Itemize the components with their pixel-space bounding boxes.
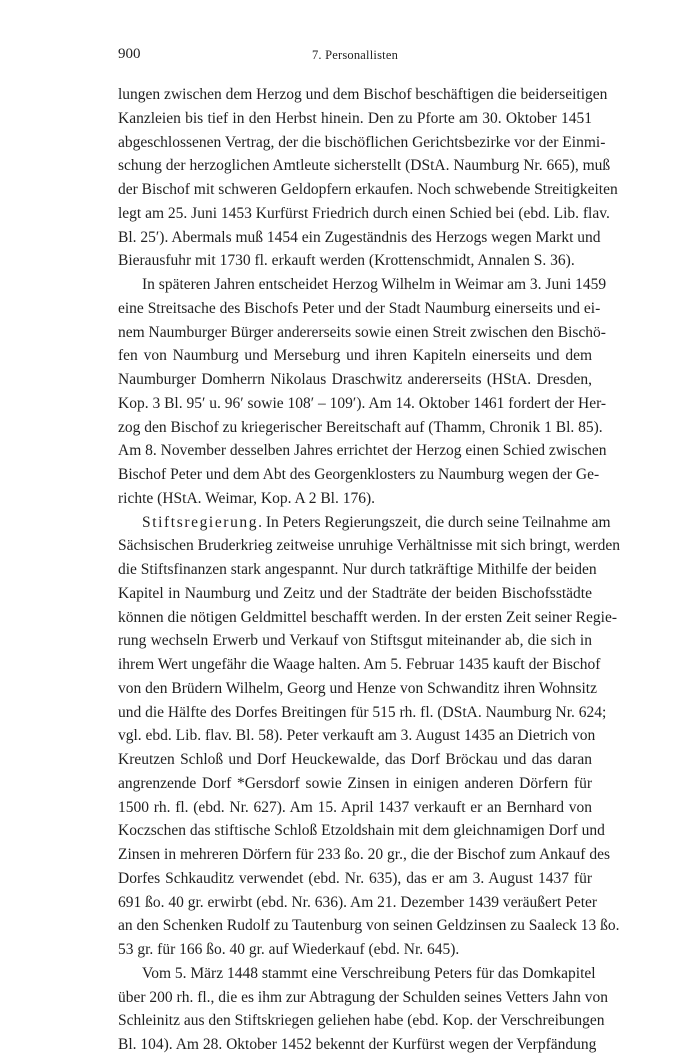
text-line: Bierausfuhr mit 1730 fl. erkauft werden (Krottenschmidt, Annalen S. 36). — [118, 252, 575, 270]
section-heading-stiftsregierung: Stiftsregierung — [142, 513, 259, 531]
text-line: abgeschlossenen Vertrag, der die bischöflichen Gerichtsbezirke vor der Einmi- — [118, 133, 606, 151]
text-line: fen von Naumburg und Merseburg und ihren Kapiteln einerseits und dem — [118, 347, 592, 365]
text-line: zog den Bischof zu kriegerischer Bereitschaft auf (Thamm, Chronik 1 Bl. 85). — [118, 418, 603, 436]
text-line: Kapitel in Naumburg und Zeitz und der Stadträte der beiden Bischofsstädte — [118, 584, 592, 602]
text-line: Am 8. November desselben Jahres errichtet der Herzog einen Schied zwischen — [118, 442, 607, 460]
text-line: richte (HStA. Weimar, Kop. A 2 Bl. 176). — [118, 489, 376, 507]
text-line: Bl. 104). Am 28. Oktober 1452 bekennt der Kurfürst wegen der Verpfändung — [118, 1036, 597, 1053]
text-line: der Bischof mit schweren Geldopfern erkaufen. Noch schwebende Streitigkeiten — [118, 181, 618, 198]
page-number: 900 — [118, 46, 141, 62]
text-line: In späteren Jahren entscheidet Herzog Wilhelm in Weimar am 3. Juni 1459 — [142, 276, 607, 293]
text-line: 1500 rh. fl. (ebd. Nr. 627). Am 15. April 1437 verkauft er an Bernhard von — [118, 798, 592, 816]
text-line-rest: . In Peters Regierungszeit, die durch seine Teilnahme am — [258, 513, 611, 531]
text-line: von den Brüdern Wilhelm, Georg und Henze von Schwanditz ihren Wohnsitz — [118, 679, 597, 697]
running-head: 7. Personallisten — [311, 48, 399, 62]
text-line: lungen zwischen dem Herzog und dem Bischof beschäftigen die beiderseitigen — [118, 86, 608, 103]
text-line: Koczschen das stiftische Schloß Etzoldshain mit dem gleichnamigen Dorf und — [118, 822, 605, 840]
text-line: Bischof Peter und dem Abt des Georgenklosters zu Naumburg wegen der Ge- — [118, 466, 600, 483]
text-line: Vom 5. März 1448 stammt eine Verschreibung Peters für das Domkapitel — [142, 964, 596, 982]
text-line: über 200 rh. fl., die es ihm zur Abtragung der Schulden seines Vetters Jahn von — [118, 988, 609, 1006]
text-line: Kreutzen Schloß und Dorf Heuckewalde, das Dorf Bröckau und das daran — [118, 751, 592, 768]
text-line: legt am 25. Juni 1453 Kurfürst Friedrich durch einen Schied bei (ebd. Lib. flav. — [118, 204, 610, 222]
text-line-stiftsregierung — [118, 511, 611, 535]
body-text — [118, 83, 621, 1057]
text-line: eine Streitsache des Bischofs Peter und der Stadt Naumburg einerseits und ei- — [118, 299, 601, 317]
text-line: Bl. 25′). Abermals muß 1454 ein Zugeständnis des Herzogs wegen Markt und — [118, 228, 601, 246]
text-line: schung der herzoglichen Amtleute sicherstellt (DStA. Naumburg Nr. 665), muß — [118, 157, 611, 175]
text-line: Schleinitz aus den Stiftskriegen geliehen habe (ebd. Kop. der Verschreibungen — [118, 1012, 605, 1030]
text-line: Sächsischen Bruderkrieg zeitweise unruhige Verhältnisse mit sich bringt, werden — [118, 537, 621, 555]
text-line: vgl. ebd. Lib. flav. Bl. 58). Peter verkauft am 3. August 1435 an Dietrich von — [118, 727, 596, 745]
text-line: Kop. 3 Bl. 95′ u. 96′ sowie 108′ – 109′). Am 14. Oktober 1461 fordert der Her- — [118, 394, 607, 412]
text-line: ihrem Wert ungefähr die Waage halten. Am 5. Februar 1435 kauft der Bischof — [118, 656, 601, 673]
text-line: 53 gr. für 166 ßo. 40 gr. auf Wiederkauf (ebd. Nr. 645). — [118, 941, 460, 958]
text-line: Kanzleien bis tief in den Herbst hinein. Den zu Pforte am 30. Oktober 1451 — [118, 109, 592, 127]
text-line: und die Hälfte des Dorfes Breitingen für 515 rh. fl. (DStA. Naumburg Nr. 624; — [118, 703, 607, 721]
text-line: nem Naumburger Bürger andererseits sowie einen Streit zwischen den Bischö- — [118, 323, 606, 341]
text-line: 691 ßo. 40 gr. erwirbt (ebd. Nr. 636). Am 21. Dezember 1439 veräußert Peter — [118, 893, 598, 911]
text-line: an den Schenken Rudolf zu Tautenburg von seinen Geldzinsen zu Saaleck 13 ßo. — [118, 917, 620, 935]
text-line: Naumburger Domherrn Nikolaus Draschwitz andererseits (HStA. Dresden, — [118, 371, 592, 388]
text-line: Dorfes Schkauditz verwendet (ebd. Nr. 635), das er am 3. August 1437 für — [118, 869, 592, 887]
text-line: die Stiftsfinanzen stark angespannt. Nur durch tatkräftige Mithilfe der beiden — [118, 561, 597, 578]
text-line: Zinsen in mehreren Dörfern für 233 ßo. 20 gr., die der Bischof zum Ankauf des — [118, 846, 610, 863]
text-line: rung wechseln Erwerb und Verkauf von Stiftsgut miteinander ab, die sich in — [118, 632, 592, 650]
text-line: können die nötigen Geldmittel beschafft werden. In der ersten Zeit seiner Regie- — [118, 608, 617, 626]
text-line: angrenzende Dorf *Gersdorf sowie Zinsen in einigen anderen Dörfern für — [118, 774, 592, 792]
